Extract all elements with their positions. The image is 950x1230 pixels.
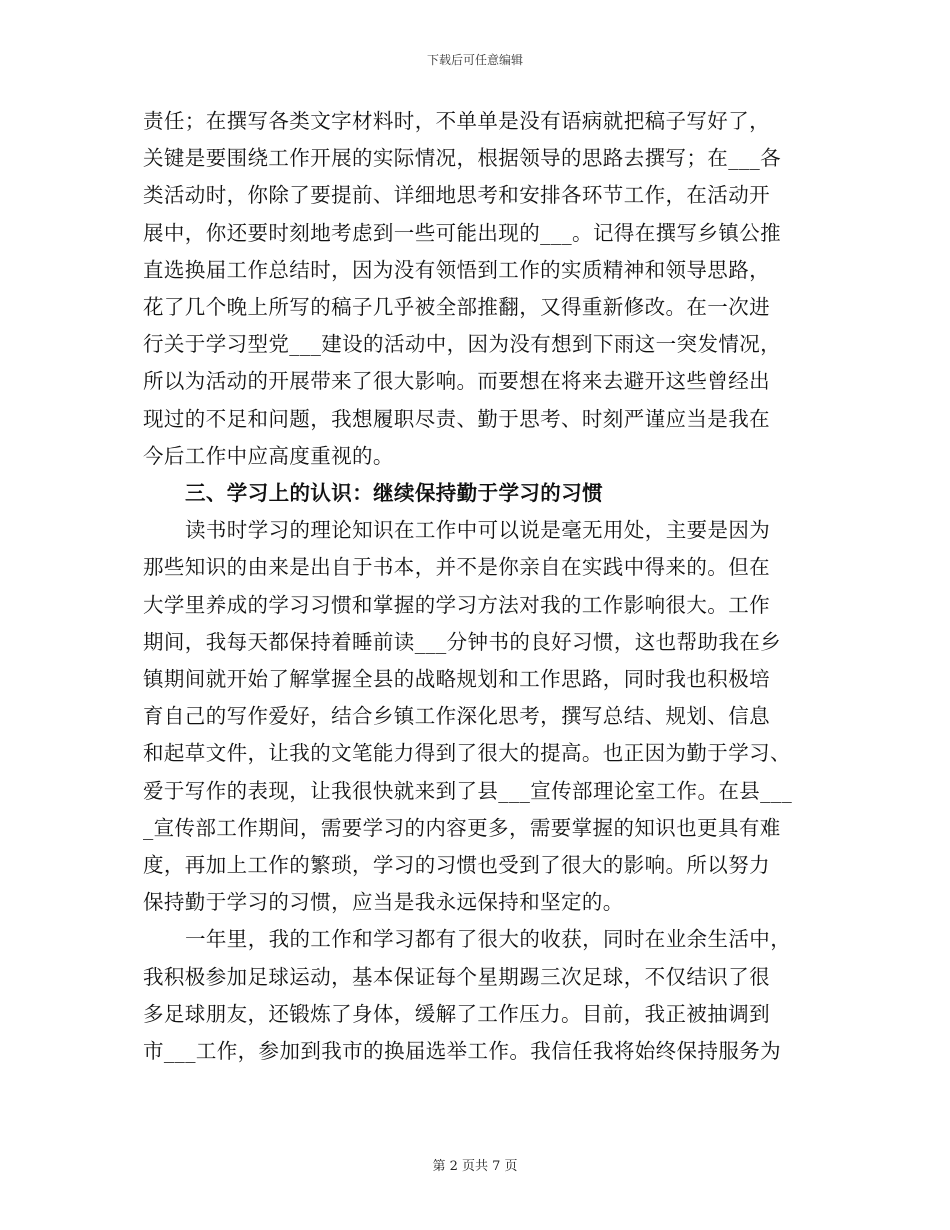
- text-line: 今后工作中应高度重视的。: [143, 443, 394, 468]
- document-body: [143, 103, 808, 1070]
- text-line: 类活动时，你除了要提前、详细地思考和安排各环节工作，在活动开: [143, 183, 770, 208]
- text-line: 行关于学习型党___建设的活动中，因为没有想到下雨这一突发情况，: [143, 332, 782, 357]
- text-line: 市___工作，参加到我市的换届选举工作。我信任我将始终保持服务为: [143, 1039, 782, 1064]
- text-line: 大学里养成的学习习惯和掌握的学习方法对我的工作影响很大。工作: [143, 592, 770, 617]
- paragraph-1: [143, 103, 808, 475]
- text-line: 度，再加上工作的繁琐，学习的习惯也受到了很大的影响。所以努力: [143, 853, 770, 878]
- text-line: 所以为活动的开展带来了很大影响。而要想在将来去避开这些曾经出: [143, 369, 770, 394]
- section-heading: 三、学习上的认识：继续保持勤于学习的习惯: [185, 481, 603, 506]
- text-line: 镇期间就开始了解掌握全县的战略规划和工作思路，同时我也积极培: [143, 667, 770, 692]
- text-line: 责任；在撰写各类文字材料时，不单单是没有语病就把稿子写好了，: [143, 109, 770, 133]
- text-line: 和起草文件，让我的文笔能力得到了很大的提高。也正因为勤于学习、: [143, 741, 791, 766]
- text-line: 直选换届工作总结时，因为没有领悟到工作的实质精神和领导思路，: [143, 257, 770, 282]
- text-line: 展中，你还要时刻地考虑到一些可能出现的___。记得在撰写乡镇公推: [143, 220, 782, 245]
- text-line: _宣传部工作期间，需要学习的内容更多，需要掌握的知识也更具有难: [143, 815, 781, 840]
- text-line: 那些知识的由来是出自于书本，并不是你亲自在实践中得来的。但在: [143, 555, 770, 580]
- page-header: 下载后可任意编辑: [426, 53, 523, 67]
- page-footer: 第 2 页共 7 页: [432, 1159, 518, 1174]
- paragraph-3: [143, 921, 808, 1070]
- text-line: 花了几个晚上所写的稿子几乎被全部推翻，又得重新修改。在一次进: [143, 295, 770, 320]
- text-line: 育自己的写作爱好，结合乡镇工作深化思考，撰写总结、规划、信息: [143, 704, 770, 729]
- paragraph-2: [143, 512, 808, 921]
- text-line: 爱于写作的表现，让我很快就来到了县___宣传部理论室工作。在县___: [143, 778, 793, 803]
- text-line: 关键是要围绕工作开展的实际情况，根据领导的思路去撰写；在___各: [143, 146, 782, 171]
- text-line: 我积极参加足球运动，基本保证每个星期踢三次足球，不仅结识了很: [143, 964, 770, 989]
- text-line: 读书时学习的理论知识在工作中可以说是毫无用处，主要是因为: [185, 518, 771, 543]
- text-line: 一年里，我的工作和学习都有了很大的收获，同时在业余生活中，: [185, 927, 792, 952]
- text-line: 多足球朋友，还锻炼了身体，缓解了工作压力。目前，我正被抽调到: [143, 1001, 770, 1026]
- text-line: 期间，我每天都保持着睡前读___分钟书的良好习惯，这也帮助我在乡: [143, 629, 782, 654]
- text-line: 现过的不足和问题，我想履职尽责、勤于思考、时刻严谨应当是我在: [143, 406, 770, 431]
- text-line: 保持勤于学习的习惯，应当是我永远保持和坚定的。: [143, 890, 624, 915]
